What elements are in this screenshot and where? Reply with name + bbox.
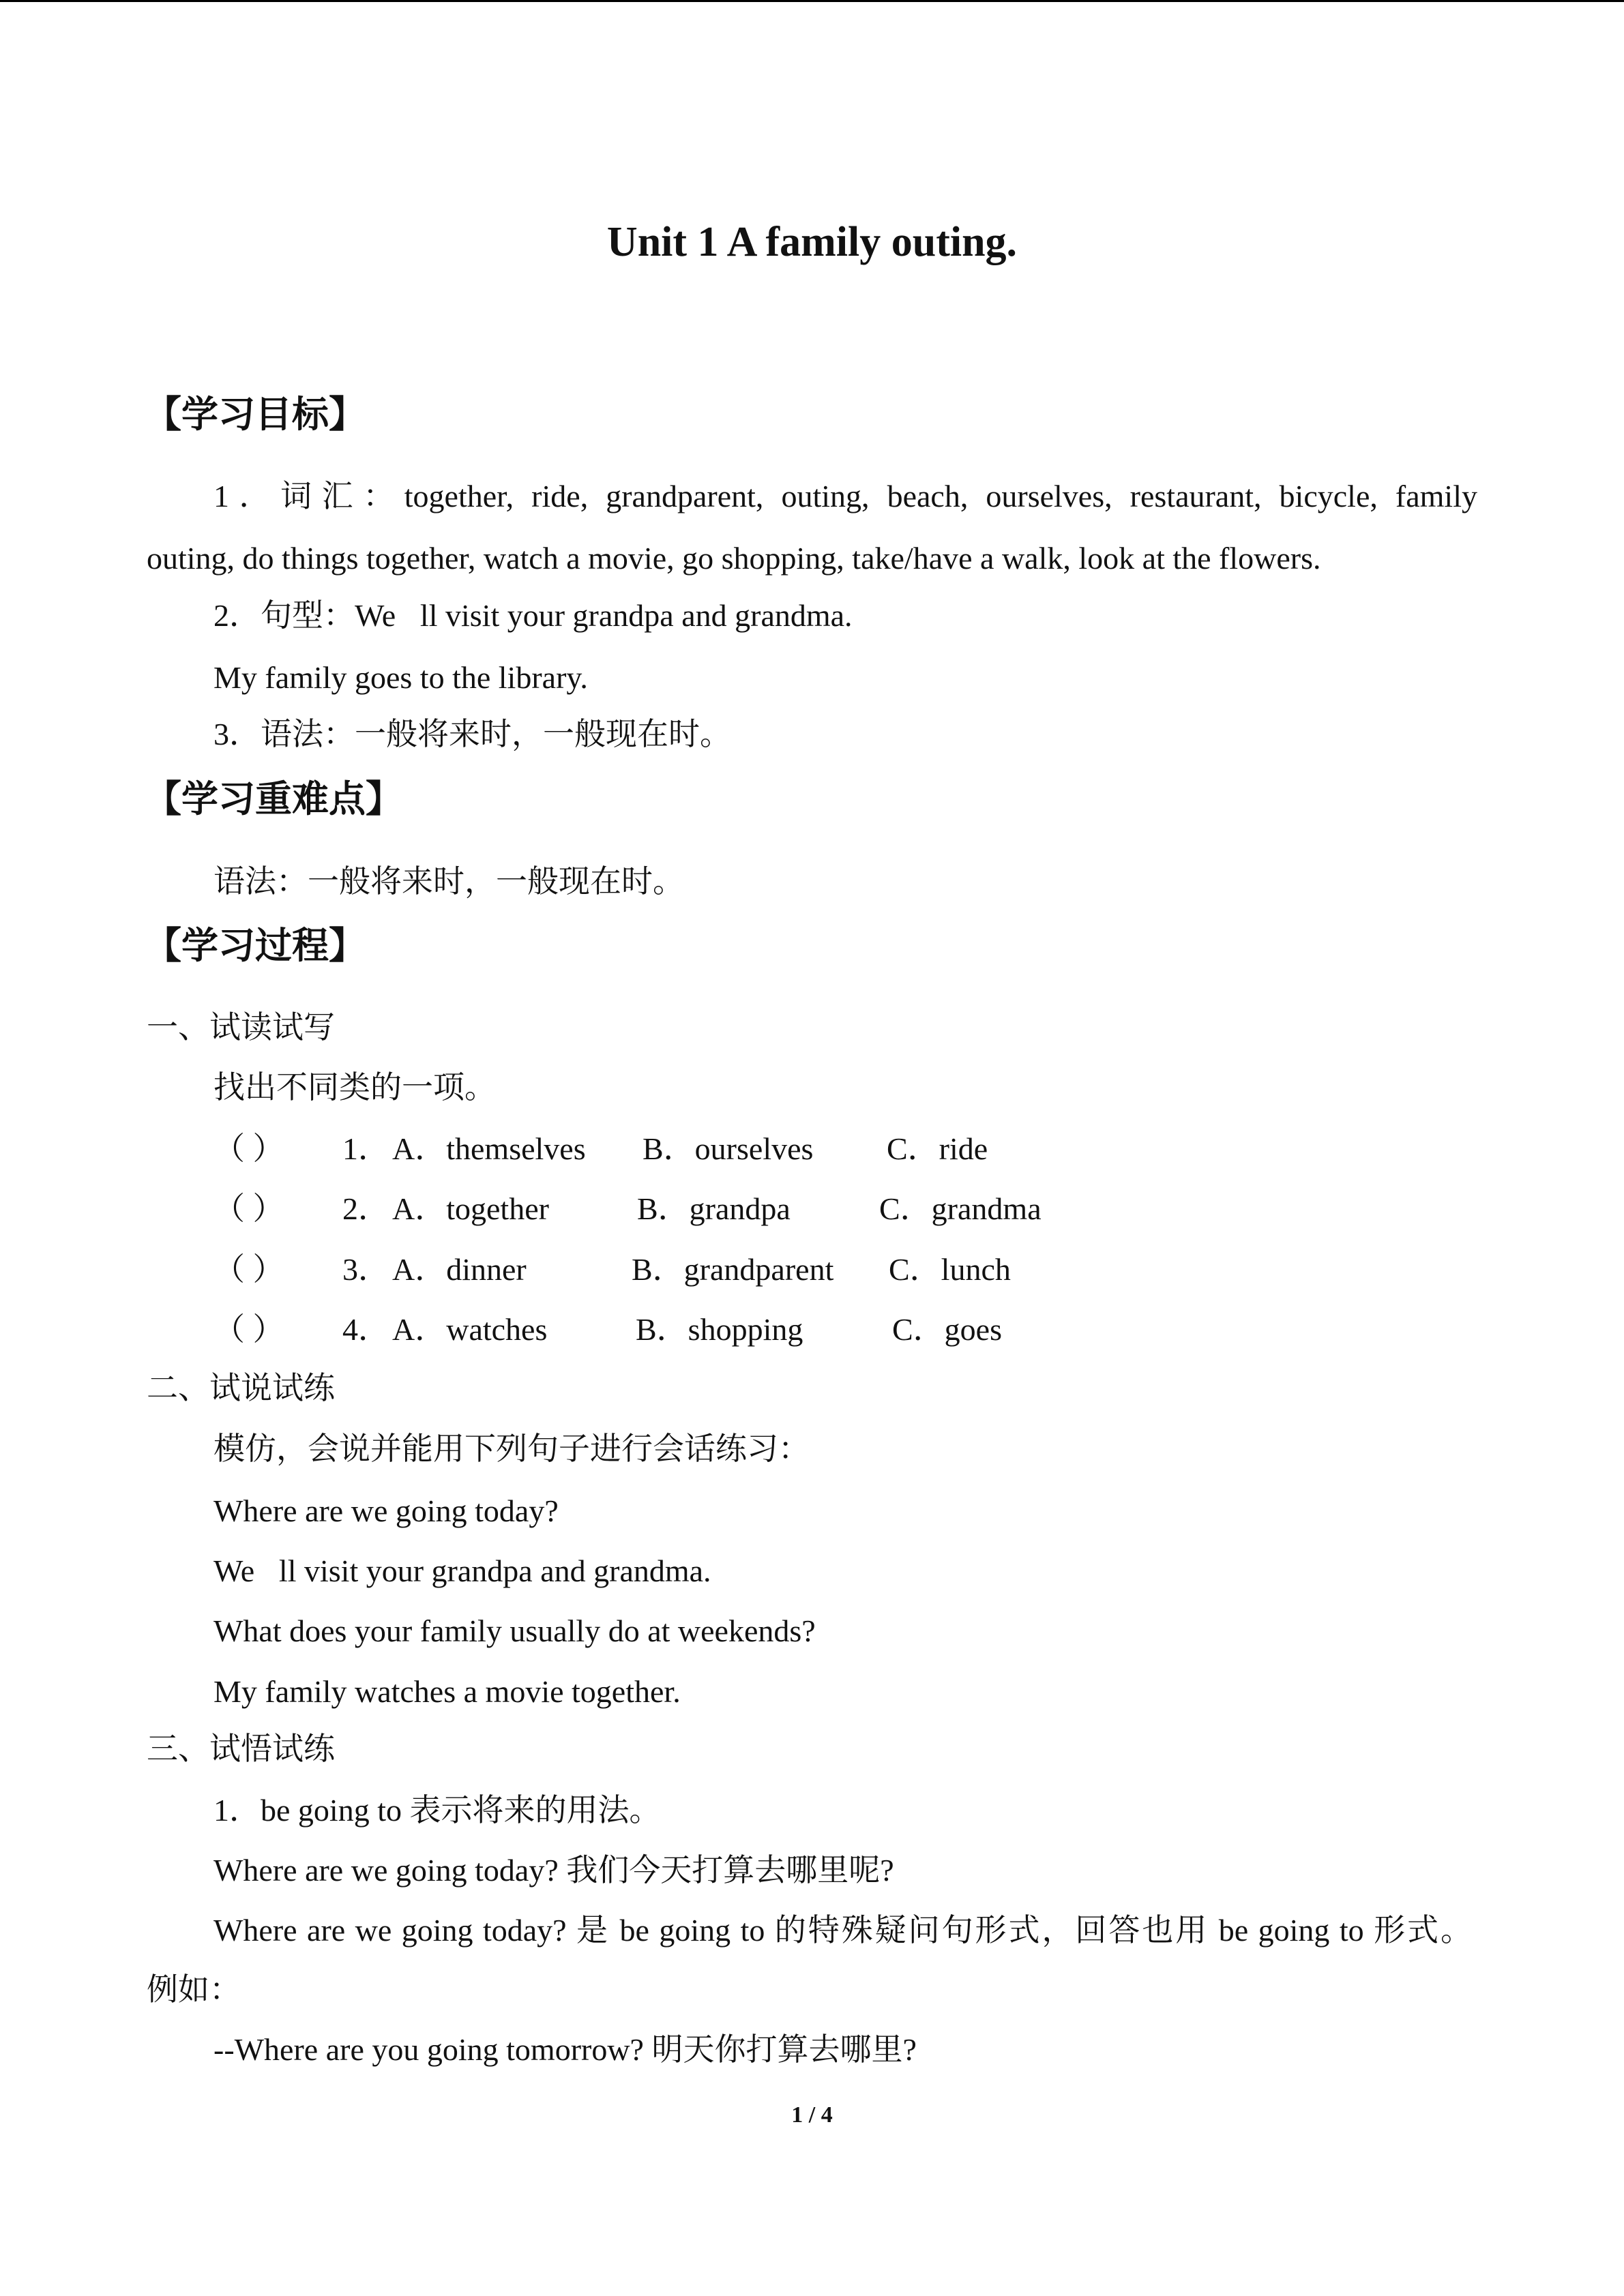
question-number: 4． [342,1312,389,1347]
question-number: 2． [342,1191,389,1226]
dialogue-line: My family watches a movie together. [213,1674,681,1709]
goals-pattern-line-1: 2．句型：We ll visit your grandpa and grandma. [213,598,836,633]
goals-vocab-line-2: outing, do things together, watch a movie, go shopping, take/have a walk, look at the flowers. [147,541,1321,576]
question-number: 3． [342,1252,389,1287]
part1-instruction: 找出不同类的一项。 [213,1070,496,1105]
option-a: A．watches [392,1312,548,1347]
option-a: A．themselves [392,1131,586,1166]
section-heading-process: 【学习过程】 [145,925,366,966]
option-a: A．dinner [392,1252,527,1287]
option-b: B．shopping [636,1312,803,1347]
dialogue-line: What does your family usually do at weekends? [213,1613,816,1648]
section-heading-goals: 【学习目标】 [145,394,366,435]
option-b: B．grandpa [637,1191,791,1226]
question-number: 1． [342,1131,389,1166]
goals-pattern-line-2: My family goes to the library. [213,660,588,695]
document-title: Unit 1 A family outing. [606,219,1018,265]
answer-blank[interactable]: （ ） [213,1191,284,1226]
option-b: B．ourselves [643,1131,814,1166]
option-c: C．grandma [879,1191,1042,1226]
page-number: 1 / 4 [791,2102,833,2128]
answer-blank[interactable]: （ ） [213,1131,284,1166]
part3-point-1: 1．be going to 表示将来的用法。 [213,1793,661,1828]
option-b: B．grandparent [632,1252,834,1287]
part3-heading: 三、试悟试练 [147,1731,335,1766]
answer-blank[interactable]: （ ） [213,1252,284,1287]
part1-heading: 一、试读试写 [147,1010,335,1045]
goals-grammar-line: 3．语法：一般将来时，一般现在时。 [213,717,731,751]
part3-example-1: Where are we going today? 我们今天打算去哪里呢? [213,1853,894,1888]
part3-explain-line-2: 例如： [147,1972,241,2007]
key-points-text: 语法：一般将来时，一般现在时。 [213,864,684,899]
dialogue-line: We ll visit your grandpa and grandma. [213,1553,695,1588]
option-a: A．together [392,1191,549,1226]
option-c: C．ride [887,1131,988,1166]
part3-example-2: --Where are you going tomorrow? 明天你打算去哪里? [213,2032,917,2067]
section-heading-key-points: 【学习重难点】 [145,779,402,820]
dialogue-line: Where are we going today? [213,1493,559,1528]
part3-explain-line-1: Where are we going today? 是 be going to 的特殊疑问句形式，回答也用 be going to 形式。 [213,1913,1472,1948]
option-c: C．goes [892,1312,1002,1347]
answer-blank[interactable]: （ ） [213,1312,284,1347]
part2-heading: 二、试说试练 [147,1371,335,1405]
part2-instruction: 模仿，会说并能用下列句子进行会话练习： [213,1431,810,1466]
option-c: C．lunch [889,1252,1011,1287]
goals-vocab-line-1: 1．词汇：together, ride, grandparent, outing, beach, ourselves, restaurant, bicycle, family [213,479,1477,513]
